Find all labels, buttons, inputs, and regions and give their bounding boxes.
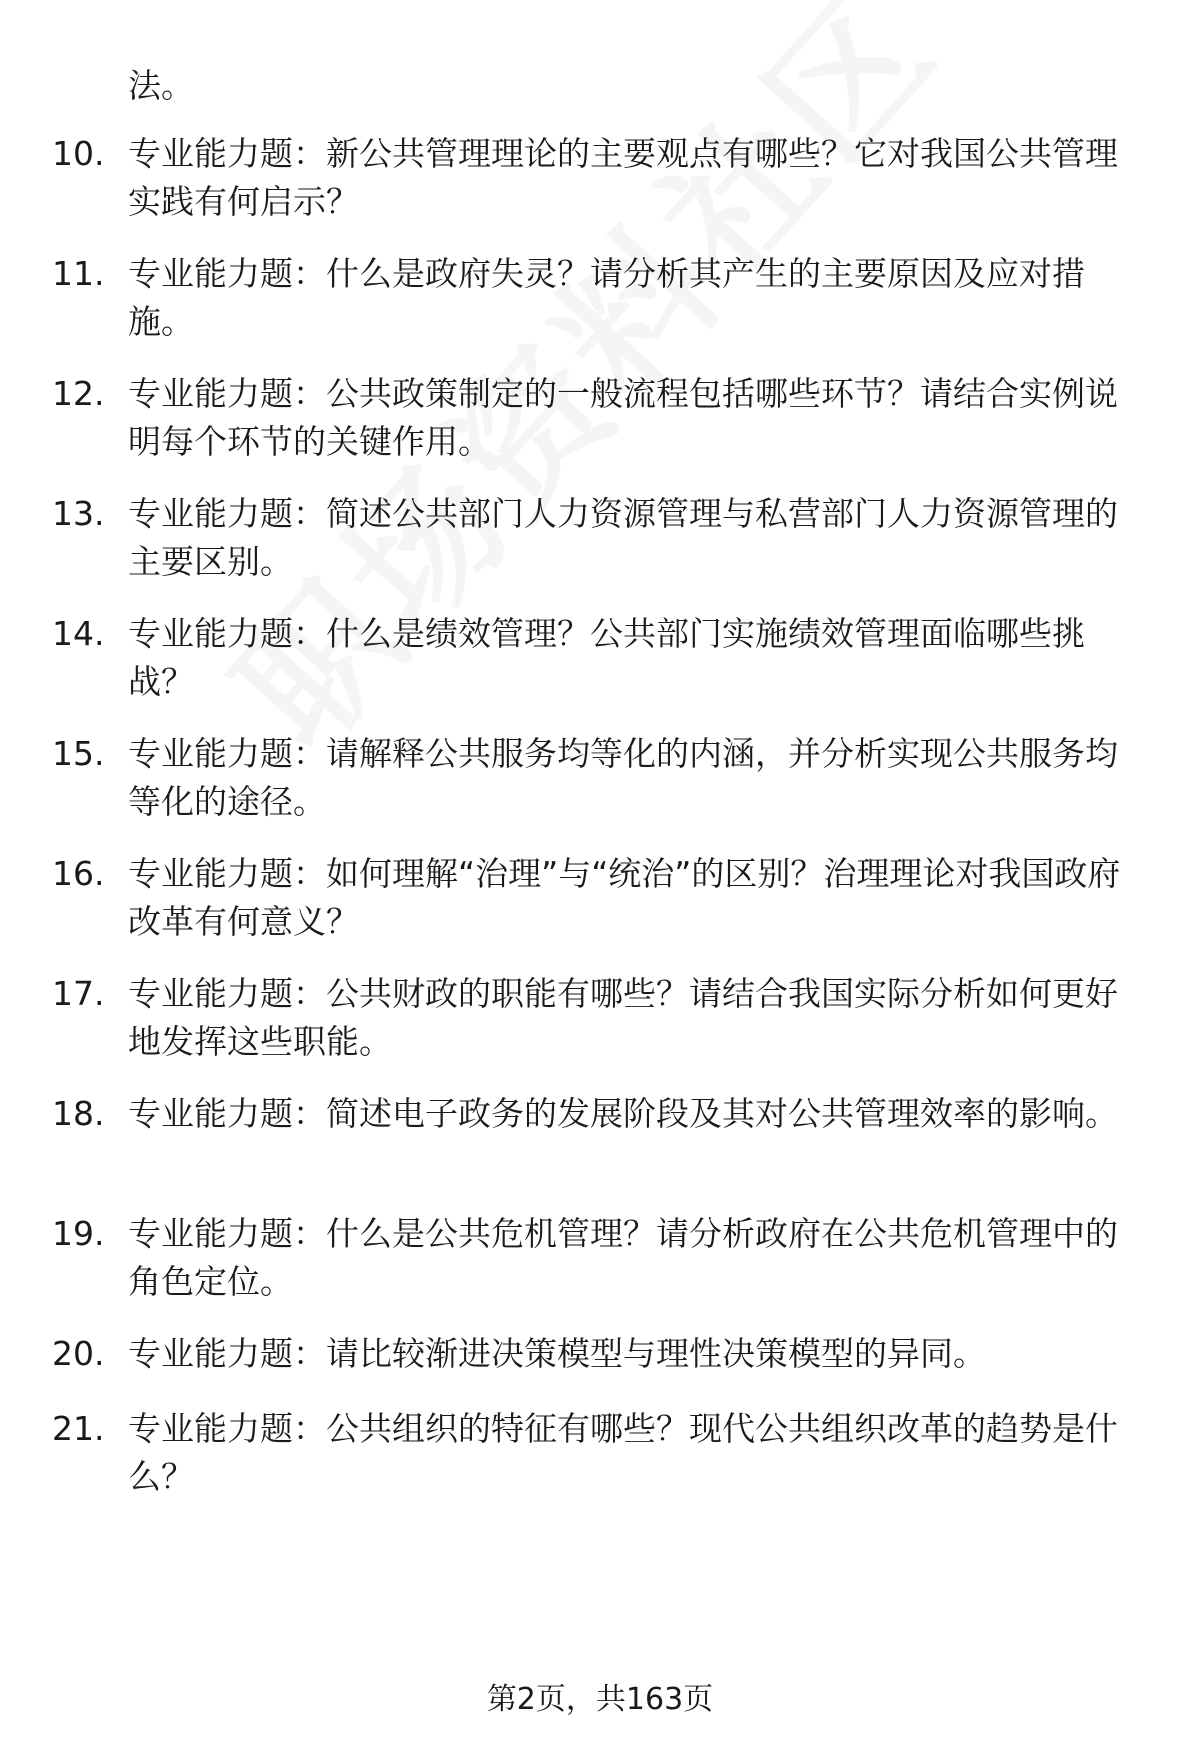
item-number: 17. bbox=[52, 974, 105, 1013]
item-number: 12. bbox=[52, 374, 105, 413]
item-text: 专业能力题：新公共管理理论的主要观点有哪些？它对我国公共管理实践有何启示？ bbox=[128, 134, 1118, 221]
continuation-text: 法。 bbox=[128, 66, 194, 105]
item-text: 专业能力题：什么是政府失灵？请分析其产生的主要原因及应对措施。 bbox=[128, 254, 1085, 341]
item-text: 专业能力题：公共政策制定的一般流程包括哪些环节？请结合实例说明每个环节的关键作用。 bbox=[128, 374, 1118, 461]
item-text: 专业能力题：什么是公共危机管理？请分析政府在公共危机管理中的角色定位。 bbox=[128, 1214, 1118, 1301]
item-text: 专业能力题：什么是绩效管理？公共部门实施绩效管理面临哪些挑战？ bbox=[128, 614, 1085, 701]
item-number: 20. bbox=[52, 1334, 105, 1373]
item-text: 专业能力题：简述电子政务的发展阶段及其对公共管理效率的影响。 bbox=[128, 1094, 1118, 1133]
item-text: 专业能力题：如何理解“治理”与“统治”的区别？治理理论对我国政府改革有何意义？ bbox=[128, 854, 1121, 941]
item-number: 13. bbox=[52, 494, 105, 533]
item-text: 专业能力题：简述公共部门人力资源管理与私营部门人力资源管理的主要区别。 bbox=[128, 494, 1118, 581]
item-text: 专业能力题：请解释公共服务均等化的内涵，并分析实现公共服务均等化的途径。 bbox=[128, 734, 1118, 821]
item-number: 19. bbox=[52, 1214, 105, 1253]
page-footer: 第2页，共163页 bbox=[486, 1682, 714, 1717]
item-number: 16. bbox=[52, 854, 105, 893]
item-text: 专业能力题：请比较渐进决策模型与理性决策模型的异同。 bbox=[128, 1334, 986, 1373]
item-number: 15. bbox=[52, 734, 105, 773]
item-number: 14. bbox=[52, 614, 105, 653]
item-number: 18. bbox=[52, 1094, 105, 1133]
item-text: 专业能力题：公共财政的职能有哪些？请结合我国实际分析如何更好地发挥这些职能。 bbox=[128, 974, 1118, 1061]
item-number: 21. bbox=[52, 1409, 105, 1448]
item-number: 11. bbox=[52, 254, 105, 293]
item-number: 10. bbox=[52, 134, 105, 173]
item-text: 专业能力题：公共组织的特征有哪些？现代公共组织改革的趋势是什么？ bbox=[128, 1409, 1118, 1496]
